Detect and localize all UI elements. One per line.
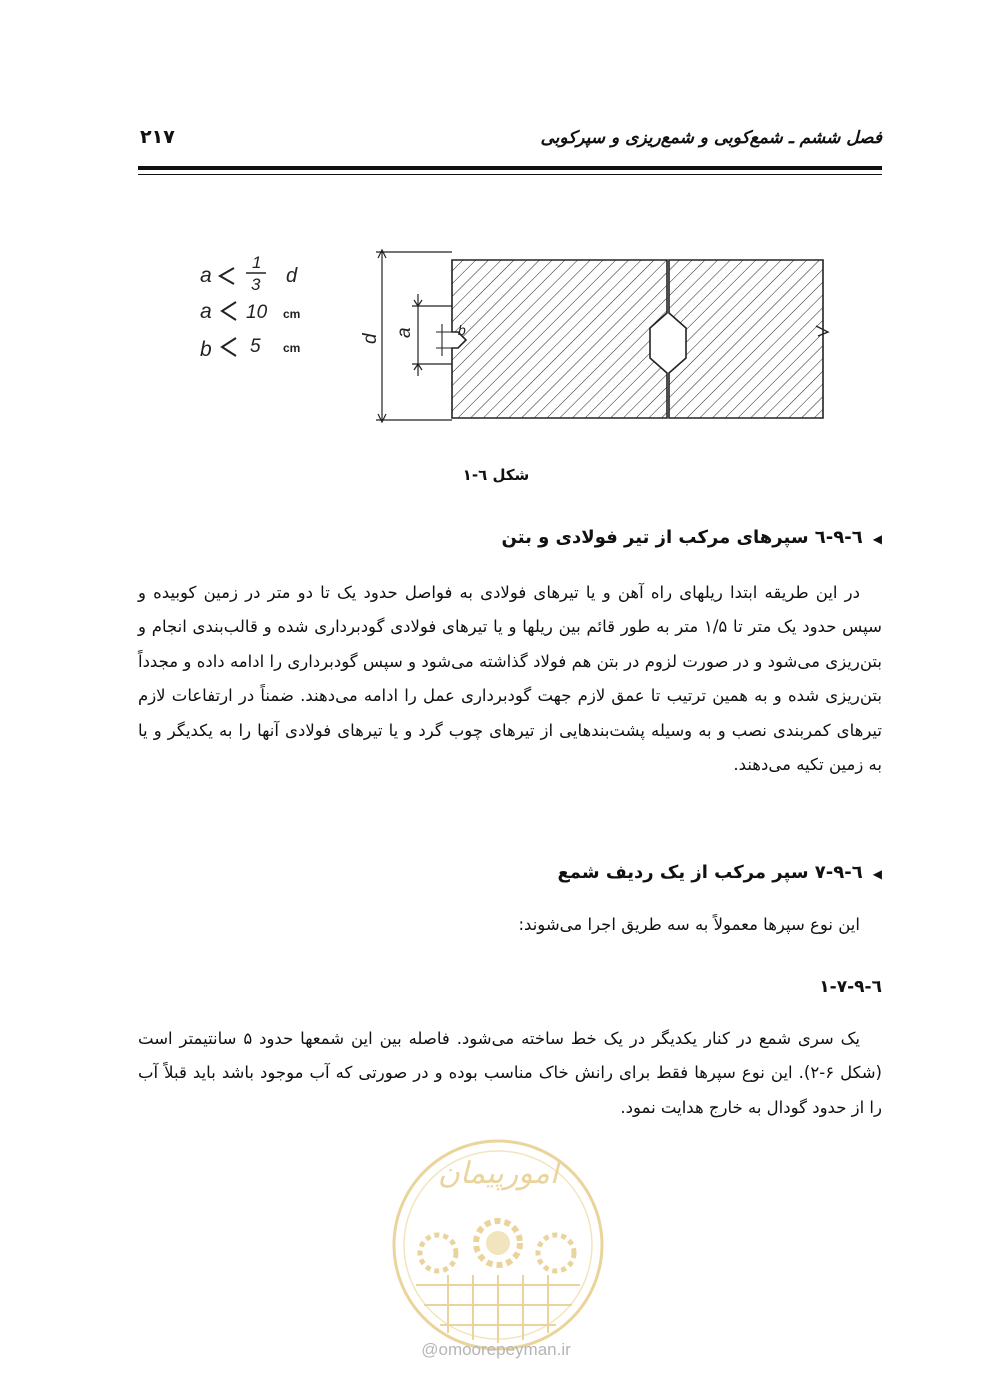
triangle-bullet-icon: ◀ xyxy=(872,867,882,881)
cond2-unit: cm xyxy=(283,307,301,321)
watermark-url xyxy=(0,1340,992,1360)
paragraph-text: در این طریقه ابتدا ریلهای راه آهن و یا تیرهای فولادی به فواصل حدود یک تا دو متر در زمین کوبیده و سپس حدود یک متر تا ۱/۵ متر به طور قائم بین ریلها و یا تیرهای فولادی گودبرداری شده و قالب‌بندی انجام و بتن‌ریزی می‌شود و در صورت لزوم در بتن هم فولاد گذاشته می‌شود و سپس گودبرداری را ادامه داده و مجدداً بتن‌ریزی شده و به همین ترتیب تا عمق لازم جهت گودبرداری عمل را ادامه می‌دهند. ضمناً در ارتفاعات لازم تیرهای کمربندی نصب و به وسیله پشت‌بندهایی از تیرهای چوب گرد و یا تیرهای فولادی آنها را به یکدیگر و یا به زمین تکیه می‌دهند. xyxy=(138,583,882,775)
dimension-a-label: a xyxy=(394,327,415,338)
page-number: ۲۱۷ xyxy=(140,126,175,148)
cond2-val: 10 xyxy=(246,302,268,323)
cond3-val: 5 xyxy=(250,336,261,357)
header-rule-thin xyxy=(138,174,882,175)
section-heading-6-9-7 xyxy=(558,862,883,883)
section-heading-text: ٦-٩-٦ سپرهای مرکب از تیر فولادی و بتن xyxy=(501,527,863,548)
cond1-frac-den: 3 xyxy=(251,275,261,294)
at-icon: @ xyxy=(421,1340,439,1359)
cond1-a: a xyxy=(200,264,212,287)
dimension-d-label: d xyxy=(360,333,381,344)
running-header-title: فصل ششم ـ شمع‌کوبی و شمع‌ریزی و سپرکوبی xyxy=(540,128,882,148)
section-heading-6-9-6 xyxy=(502,527,882,548)
cond3-b: b xyxy=(200,338,212,361)
cond2-a: a xyxy=(200,300,212,323)
paragraph-6-9-7-1 xyxy=(138,1022,882,1125)
cond3-unit: cm xyxy=(283,341,301,355)
dimension-a xyxy=(412,294,452,376)
less-than-sign xyxy=(220,268,234,284)
gear-icon xyxy=(538,1235,574,1271)
cond1-d: d xyxy=(286,265,298,287)
less-than-sign xyxy=(222,338,236,356)
triangle-bullet-icon: ◀ xyxy=(872,532,882,546)
dimension-b-label: b xyxy=(458,322,466,338)
gear-icon-center xyxy=(486,1231,510,1255)
paragraph-6-9-7 xyxy=(138,908,882,942)
cond1-frac-num: 1 xyxy=(252,253,262,272)
section-heading-text: ٦-٩-٧ سپر مرکب از یک ردیف شمع xyxy=(557,862,863,883)
watermark-logo-text: امورپیمان xyxy=(437,1156,559,1191)
less-than-sign xyxy=(222,302,236,320)
gear-icon xyxy=(420,1235,456,1271)
watermark-url-text: omoorepeyman.ir xyxy=(438,1340,571,1359)
figure-caption: شکل ٦-١ xyxy=(462,466,530,484)
paragraph-text: این نوع سپرها معمولاً به سه طریق اجرا می‌شوند: xyxy=(518,915,860,934)
watermark-logo xyxy=(388,1135,608,1365)
paragraph-text: یک سری شمع در کنار یکدیگر در یک خط ساخته می‌شود. فاصله بین این شمعها حدود ۵ سانتیمتر است (شکل ۶-۲). این نوع سپرها فقط برای رانش خاک مناسب بوده و در صورتی که آب موجود باشد باید قبلاً آب را از حدود گودال به خارج هدایت نمود. xyxy=(138,1029,882,1117)
pile-wall-figure xyxy=(190,240,830,440)
figure-conditions xyxy=(200,253,300,361)
paragraph-6-9-6 xyxy=(138,576,882,782)
header-rule-thick xyxy=(138,166,882,170)
pile-left xyxy=(452,260,667,418)
subsection-heading: ٦-٩-٧-١ xyxy=(819,977,882,997)
pile-right xyxy=(669,260,823,418)
